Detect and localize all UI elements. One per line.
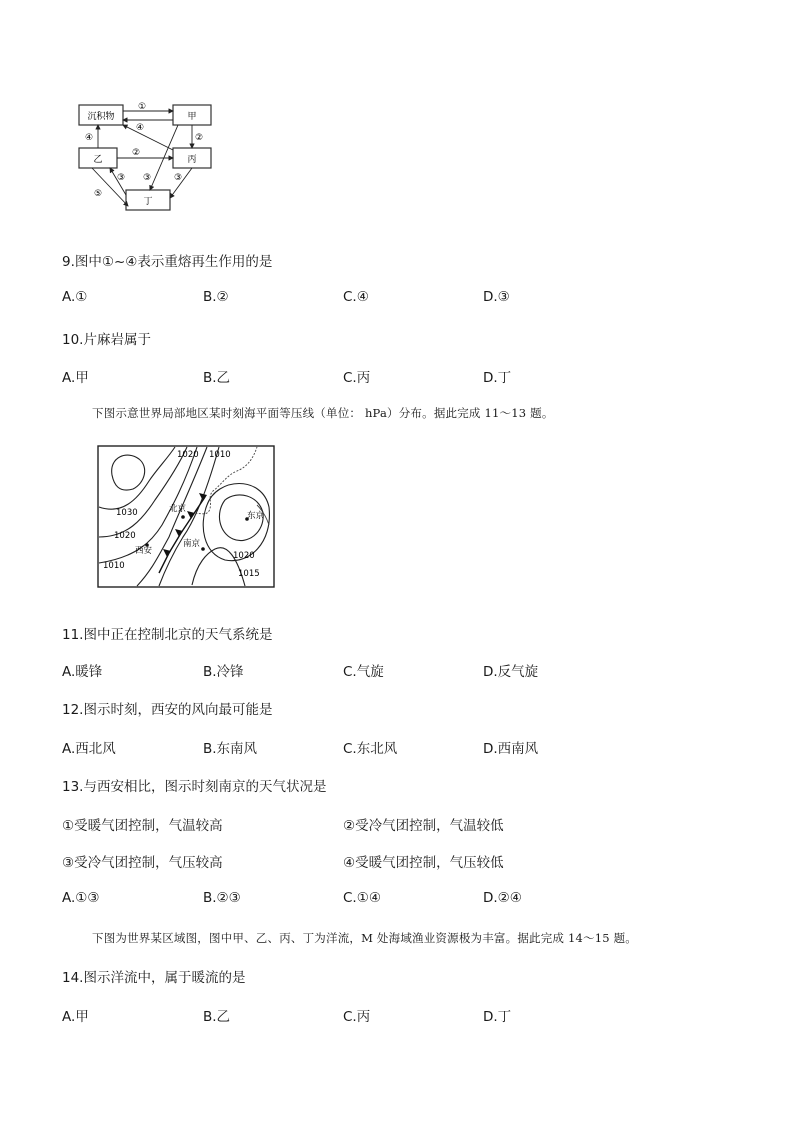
q9-option-c[interactable]: C.④ xyxy=(343,289,369,305)
q14-option-b[interactable]: B.乙 xyxy=(203,1009,231,1025)
pressure-label: 1010 xyxy=(103,561,125,571)
q13-option-d[interactable]: D.②④ xyxy=(483,890,522,906)
arrow-label: ② xyxy=(132,148,141,158)
isobar-map xyxy=(97,445,275,588)
ding-label: 丁 xyxy=(143,197,153,207)
city-nanjing: 南京 xyxy=(183,539,201,549)
q9-option-b[interactable]: B.② xyxy=(203,289,229,305)
q13-statement-4: ④受暖气团控制，气压较低 xyxy=(343,855,504,871)
city-tokyo: 东京 xyxy=(247,511,265,521)
pressure-label: 1020 xyxy=(177,450,199,460)
q10-option-c[interactable]: C.丙 xyxy=(343,370,371,386)
arrow-label: ③ xyxy=(143,173,152,183)
q11-option-b[interactable]: B.冷锋 xyxy=(203,664,244,680)
q11-stem: 11.图中正在控制北京的天气系统是 xyxy=(62,627,273,643)
arrow-label: ⑤ xyxy=(94,189,103,199)
q10-option-b[interactable]: B.乙 xyxy=(203,370,231,386)
q12-stem: 12.图示时刻，西安的风向最可能是 xyxy=(62,702,273,718)
arrow-bing-sediment xyxy=(123,125,173,150)
q12-option-c[interactable]: C.东北风 xyxy=(343,741,398,757)
yi-label: 乙 xyxy=(93,155,103,165)
q14-stem: 14.图示洋流中，属于暖流的是 xyxy=(62,970,246,986)
arrow-label: ③ xyxy=(117,173,126,183)
q11-option-d[interactable]: D.反气旋 xyxy=(483,664,539,680)
q12-option-a[interactable]: A.西北风 xyxy=(62,741,116,757)
pressure-label: 1030 xyxy=(116,508,138,518)
pressure-label: 1020 xyxy=(114,531,136,541)
jia-label: 甲 xyxy=(187,112,197,122)
city-xian: 西安 xyxy=(135,546,153,556)
pressure-label: 1015 xyxy=(238,569,260,579)
rock-cycle-diagram xyxy=(70,100,230,215)
beijing-dot xyxy=(181,515,185,519)
city-beijing: 北京 xyxy=(169,504,187,514)
q13-option-c[interactable]: C.①④ xyxy=(343,890,381,906)
nanjing-dot xyxy=(201,547,205,551)
q11-option-c[interactable]: C.气旋 xyxy=(343,664,384,680)
q14-option-d[interactable]: D.丁 xyxy=(483,1009,512,1025)
q13-option-b[interactable]: B.②③ xyxy=(203,890,241,906)
q13-option-a[interactable]: A.①③ xyxy=(62,890,100,906)
arrow-label: ③ xyxy=(174,173,183,183)
arrow-label: ① xyxy=(138,102,147,112)
q12-option-b[interactable]: B.东南风 xyxy=(203,741,258,757)
q10-option-d[interactable]: D.丁 xyxy=(483,370,512,386)
bing-label: 丙 xyxy=(187,155,197,165)
q13-stem: 13.与西安相比，图示时刻南京的天气状况是 xyxy=(62,779,327,795)
arrow-label: ② xyxy=(195,133,204,143)
q13-statement-2: ②受冷气团控制，气温较低 xyxy=(343,818,504,834)
q14-option-a[interactable]: A.甲 xyxy=(62,1009,89,1025)
arrow-label: ④ xyxy=(85,133,94,143)
q9-stem: 9.图中①~④表示重熔再生作用的是 xyxy=(62,254,273,270)
q14-option-c[interactable]: C.丙 xyxy=(343,1009,371,1025)
q13-statement-1: ①受暖气团控制，气温较高 xyxy=(62,818,223,834)
arrow-label: ④ xyxy=(136,123,145,133)
sediment-label: 沉积物 xyxy=(87,112,115,122)
pressure-label: 1010 xyxy=(209,450,231,460)
q10-option-a[interactable]: A.甲 xyxy=(62,370,89,386)
q9-option-a[interactable]: A.① xyxy=(62,289,88,305)
intro-14-15: 下图为世界某区域图，图中甲、乙、丙、丁为洋流，M 处海域渔业资源极为丰富。据此完成 14～15 题。 xyxy=(92,931,638,945)
intro-11-13: 下图示意世界局部地区某时刻海平面等压线（单位： hPa）分布。据此完成 11～13 题。 xyxy=(92,406,554,420)
pressure-label: 1020 xyxy=(233,551,255,561)
q13-statement-3: ③受冷气团控制，气压较高 xyxy=(62,855,223,871)
q9-option-d[interactable]: D.③ xyxy=(483,289,510,305)
q12-option-d[interactable]: D.西南风 xyxy=(483,741,539,757)
q10-stem: 10.片麻岩属于 xyxy=(62,332,151,348)
q11-option-a[interactable]: A.暖锋 xyxy=(62,664,103,680)
